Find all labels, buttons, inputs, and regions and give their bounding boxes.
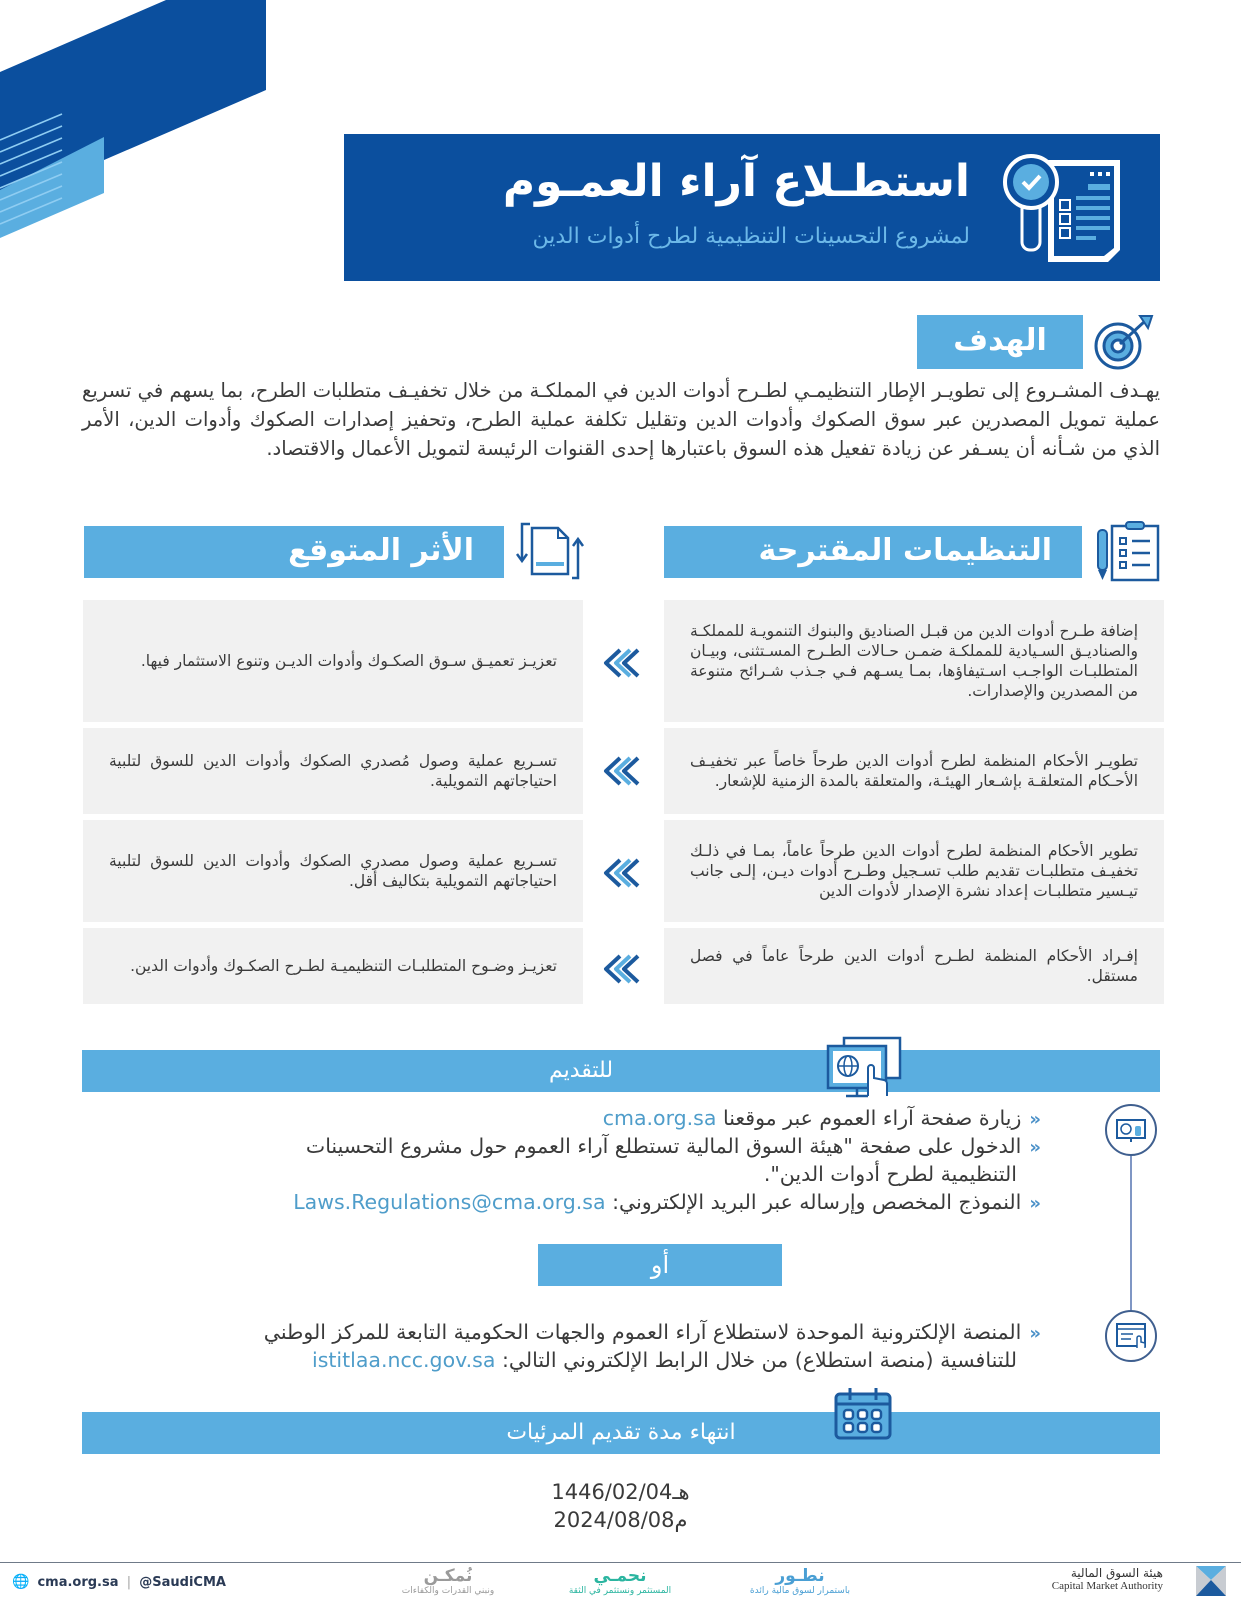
slogan-title: نحمـي (593, 1566, 647, 1586)
impact-heading: الأثر المتوقع (84, 526, 504, 578)
regulation-text: تطوير الأحكام المنظمة لطرح أدوات الدين طرحاً عاماً، بمـا في ذلـك تخفيـف متطلبـات تقديم طلب تسـجيل وطـرح أدوات ديـن، إلـى جانب تيـسير متطلبـات إعداد نشرة الإصدار لأدوات الدين (690, 842, 1138, 900)
steps-timeline-line (1130, 1128, 1132, 1328)
target-icon (1090, 312, 1160, 372)
slogan-title: نطـور (775, 1566, 825, 1586)
deadline-gregorian-date: 2024/08/08م (553, 1508, 688, 1532)
step-text: للتنافسية (منصة استطلاع) من خلال الرابط الإلكتروني التالي: (501, 1348, 1017, 1372)
apply-alt (264, 1318, 1041, 1348)
regulation-text: تطويـر الأحكام المنظمة لطرح أدوات الدين طرحاً خاصاً عبر تخفيـف الأحـكام المتعلقـة بإشـعار الهيئـة، والمتعلقة بالمدة الزمنية للإشعار. (690, 752, 1138, 790)
apply-alt-cont (312, 1346, 1017, 1374)
decorative-corner-shapes (0, 0, 270, 250)
slogan-develop (735, 1566, 865, 1596)
footer-separator: | (126, 1574, 132, 1590)
deadline-hijri-date: 1446/02/04هـ (551, 1480, 690, 1504)
goal-heading: الهدف (917, 315, 1083, 369)
impact-text: تعزيـز وضـوح المتطلبـات التنظيميـة لطـرح الصكـوك وأدوات الدين. (130, 957, 557, 975)
bullet-icon: « (1029, 1323, 1041, 1344)
document-cycle-icon (514, 520, 586, 582)
double-chevron-left-icon (600, 856, 640, 890)
bullet-icon: « (1029, 1109, 1041, 1130)
slogan-empower (388, 1566, 508, 1596)
regulation-item (664, 728, 1164, 814)
goal-text: يهـدف المشـروع إلى تطويـر الإطار التنظيمـي لطـرح أدوات الدين في المملكـة من خلال تخفيـف متطلبات الطرح، بما يسهم في تسريع عملية تمويل المصدرين عبر سوق الصكوك وأدوات الدين وتقليل تكلفة عملية الطرح، وتحفيز إصدارات الصكوك وأدوات الدين، الأمر الذي من شـأنه أن يسـفر عن زيادة تفعيل هذه السوق باعتبارها إحدى القنوات الرئيسة لتمويل الأعمال والاقتصاد. (82, 379, 1160, 460)
regulation-text: إضافة طـرح أدوات الدين من قبـل الصناديق والبنوك التنمويـة للمملكـة والصناديـق السـيادية للمملكـة ضمـن حـالات الطـرح المسـتثنى، وبيـان المتطلبـات الواجـب اسـتيفاؤها، بمـا يسـهم فـي جـذب شـرائح متنوعة من المصدرين والإصدارات. (690, 622, 1138, 700)
cma-website-link[interactable]: cma.org.sa (602, 1106, 717, 1130)
double-chevron-left-icon (600, 646, 640, 680)
org-name-ar: هيئة السوق المالية (1070, 1566, 1163, 1580)
footer-social (12, 1574, 226, 1590)
web-steps-icon (1105, 1104, 1157, 1156)
org-name-en: Capital Market Authority (1051, 1580, 1163, 1592)
deadline-heading-bar (82, 1412, 1160, 1454)
double-chevron-left-icon (600, 754, 640, 788)
cma-wordmark (1052, 1566, 1163, 1592)
double-chevron-left-icon (600, 952, 640, 986)
regulation-item (664, 928, 1164, 1004)
step-text: زيارة صفحة آراء العموم عبر موقعنا (722, 1106, 1022, 1130)
or-separator: أو (538, 1244, 782, 1286)
step-text: التنظيمية لطرح أدوات الدين". (763, 1162, 1017, 1186)
slogan-title: نُمكـن (423, 1566, 473, 1586)
calendar-icon (832, 1386, 894, 1442)
slogan-subtitle: المستثمر ونستثمر في الثقة (568, 1586, 672, 1596)
step-text: النموذج المخصص وإرساله عبر البريد الإلكتروني: (612, 1190, 1022, 1214)
regulations-heading: التنظيمات المقترحة (664, 526, 1082, 578)
globe-icon: 🌐 (12, 1574, 30, 1590)
step-text: الدخول على صفحة "هيئة السوق المالية تستطلع آراء العموم حول مشروع التحسينات (305, 1134, 1022, 1158)
apply-step-2-cont (764, 1160, 1017, 1188)
survey-magnifier-icon (1000, 152, 1130, 267)
page-subtitle: لمشروع التحسينات التنظيمية لطرح أدوات الدين (532, 224, 970, 249)
email-link[interactable]: Laws.Regulations@cma.org.sa (293, 1190, 606, 1214)
footer-handle-link[interactable]: @SaudiCMA (139, 1574, 226, 1590)
regulation-item (664, 820, 1164, 922)
apply-heading-bar (82, 1050, 1160, 1092)
web-click-icon (822, 1034, 906, 1100)
checklist-pen-icon (1092, 520, 1164, 582)
footer-website-link[interactable]: cma.org.sa (37, 1574, 119, 1590)
impact-text: تسـريع عملية وصول مصدري الصكوك وأدوات الدين للسوق لتلبية احتياجاتهم التمويلية بتكاليف أقل. (109, 852, 557, 890)
impact-text: تعزيـز تعميـق سـوق الصكـوك وأدوات الديـن وتنوع الاستثمار فيها. (140, 652, 557, 670)
impact-item (83, 600, 583, 722)
footer-divider (0, 1562, 1241, 1563)
platform-click-icon (1105, 1310, 1157, 1362)
regulation-item (664, 600, 1164, 722)
deadline-heading: انتهاء مدة تقديم المرئيات (506, 1420, 736, 1445)
apply-heading: للتقديم (548, 1058, 614, 1083)
bullet-icon: « (1029, 1137, 1041, 1158)
apply-step-3 (293, 1188, 1041, 1218)
slogan-subtitle: ونبني القدرات والكفاءات (401, 1586, 495, 1596)
impact-item (83, 928, 583, 1004)
istitlaa-link[interactable]: istitlaa.ncc.gov.sa (312, 1348, 496, 1372)
page-title: استطـلاع آراء العمـوم (502, 156, 970, 207)
slogan-subtitle: باستمرار لسوق مالية رائدة (749, 1586, 851, 1596)
apply-step-1 (603, 1104, 1041, 1134)
cma-logo-icon (1196, 1566, 1226, 1596)
apply-step-2 (306, 1132, 1041, 1162)
step-text: المنصة الإلكترونية الموحدة لاستطلاع آراء العموم والجهات الحكومية التابعة للمركز الوطني (263, 1320, 1022, 1344)
bullet-icon: « (1029, 1193, 1041, 1214)
slogan-protect (555, 1566, 685, 1596)
impact-text: تسـريع عملية وصول مُصدري الصكوك وأدوات الدين للسوق لتلبية احتياجاتهم التمويلية. (109, 752, 557, 790)
regulation-text: إفـراد الأحكام المنظمة لطـرح أدوات الدين طرحاً عاماً في فصل مستقل. (690, 947, 1138, 985)
impact-item (83, 820, 583, 922)
header-banner (344, 134, 1160, 281)
impact-item (83, 728, 583, 814)
